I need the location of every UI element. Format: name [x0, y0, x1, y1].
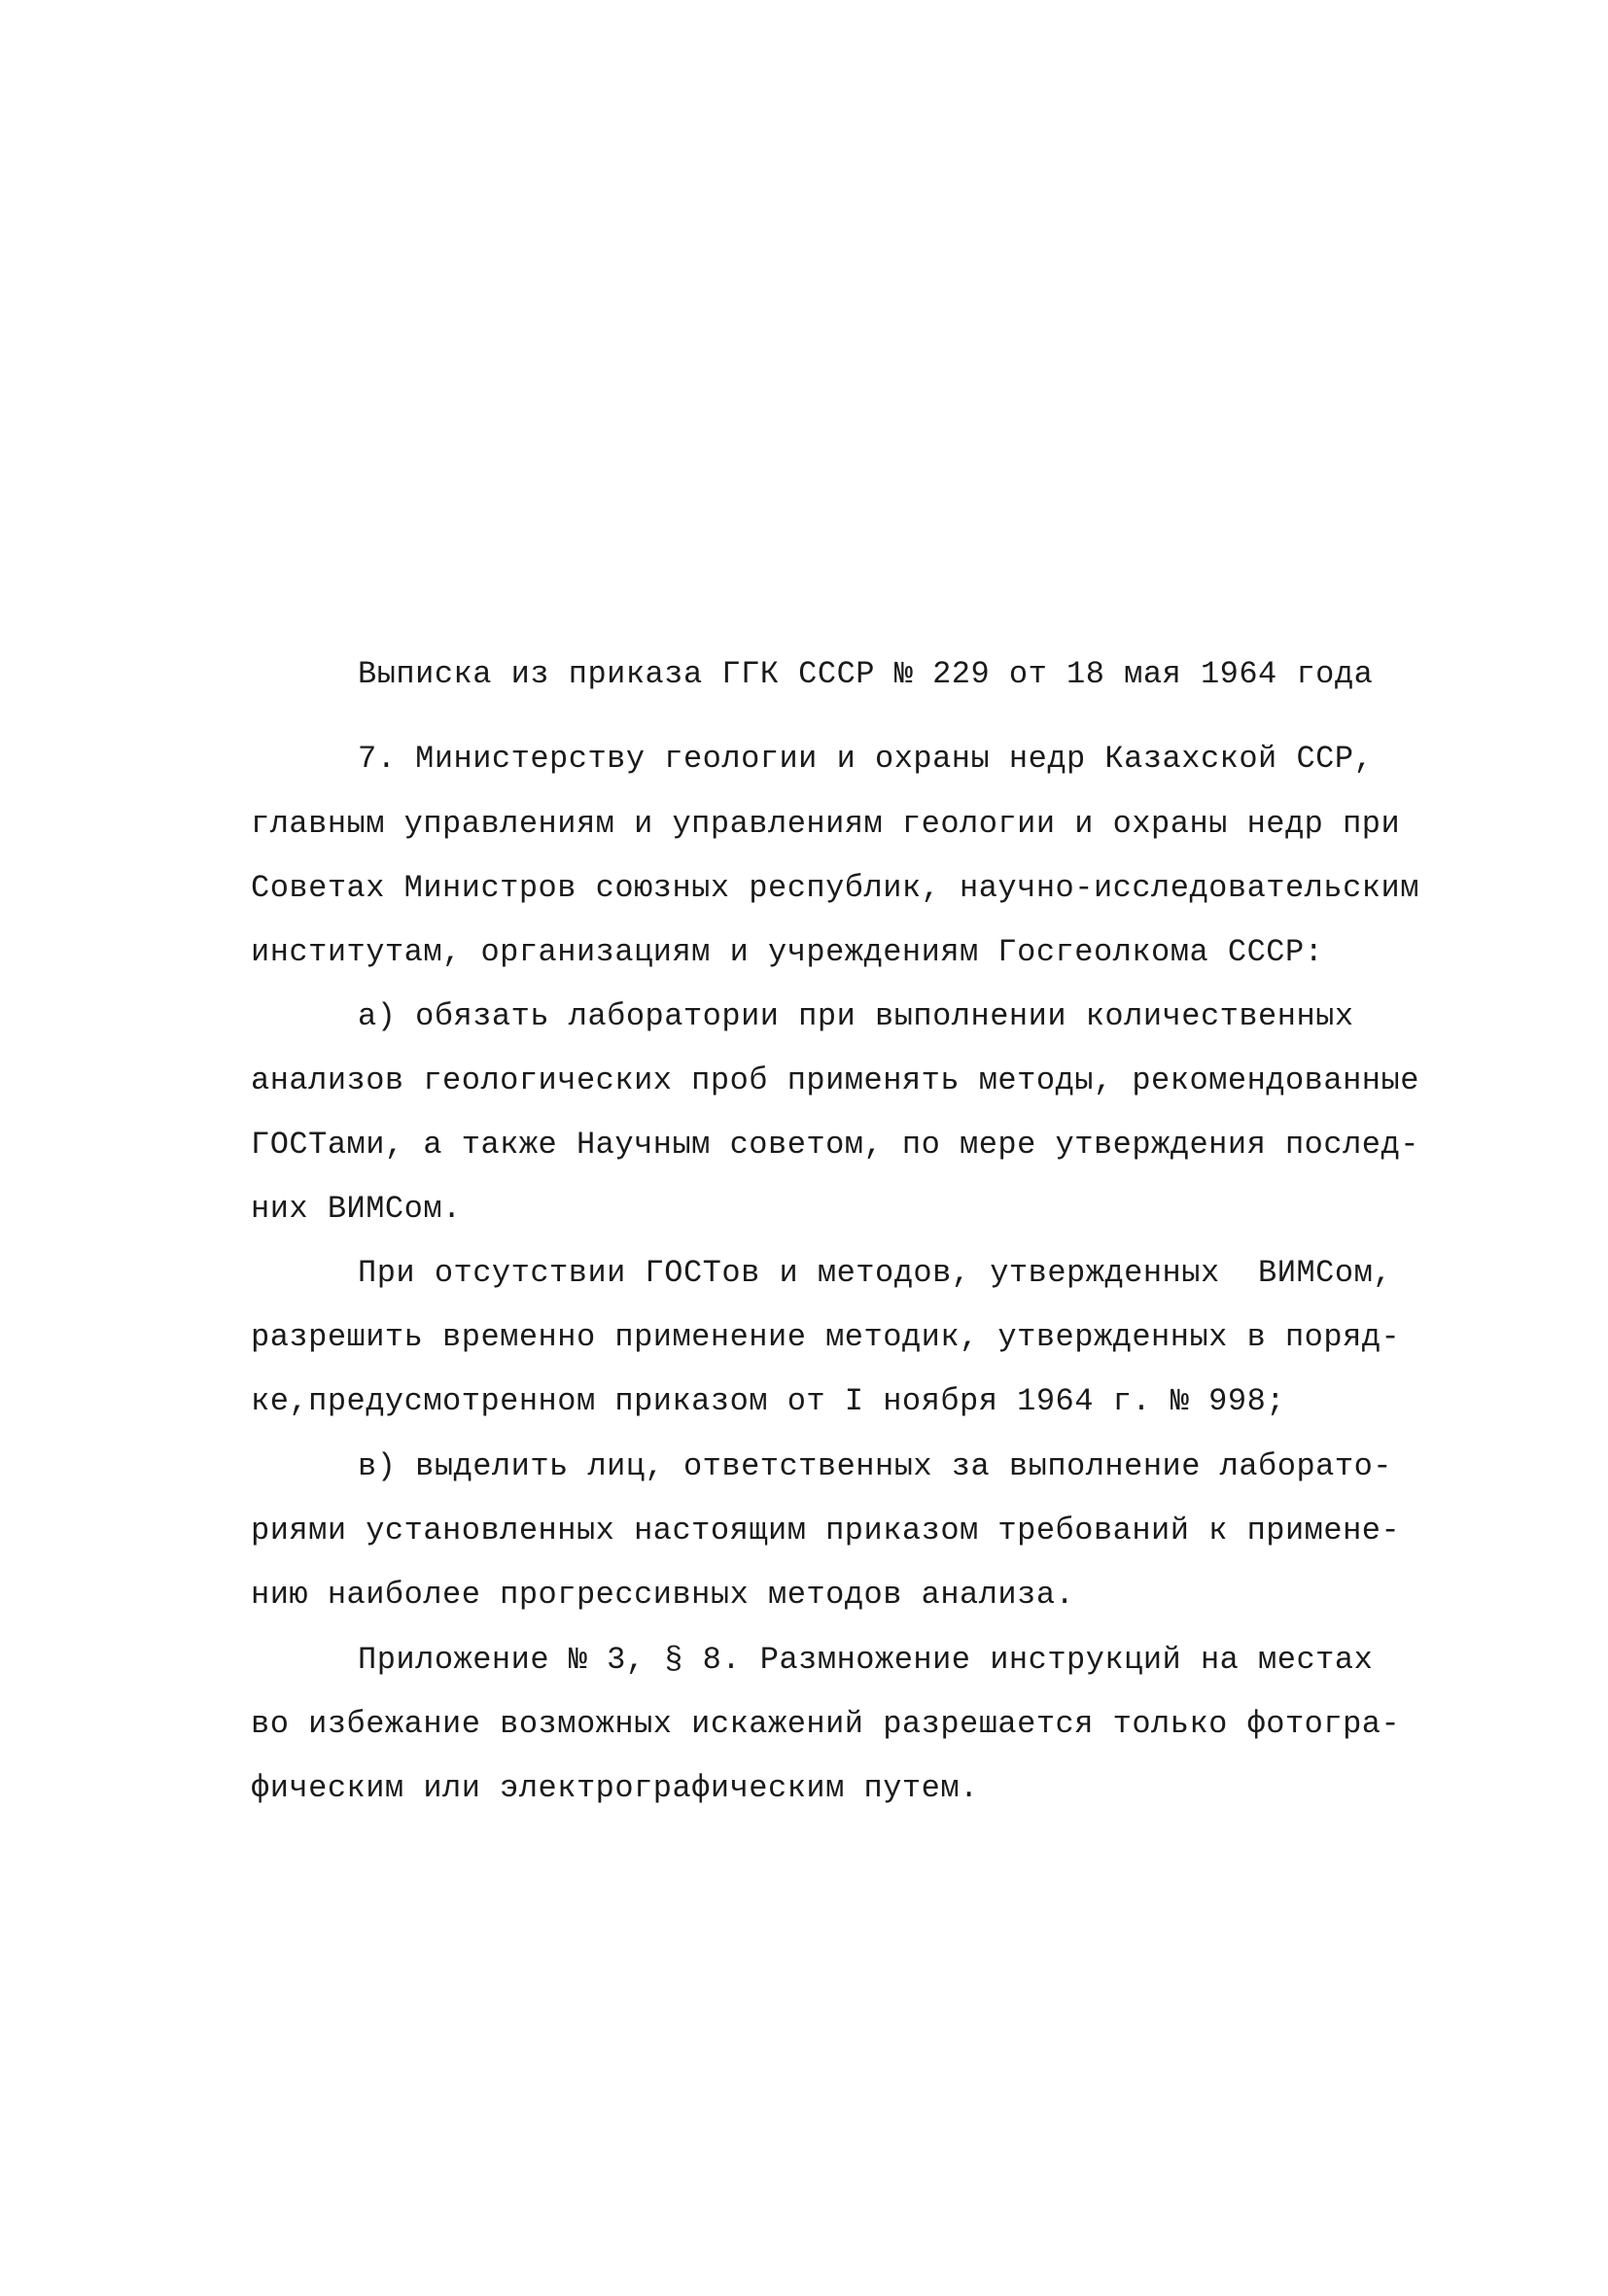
item-a-line-2: анализов геологических проб применять методы, рекомендованные — [251, 1062, 1419, 1098]
absence-para-line-2: разрешить временно применение методик, утвержденных в поряд- — [251, 1319, 1401, 1355]
paragraph-7-line-3: Советах Министров союзных республик, научно-исследовательским — [251, 870, 1419, 906]
paragraph-7-line-2: главным управлениям и управлениям геологии и охраны недр при — [251, 806, 1401, 842]
item-v-line-1: в) выделить лиц, ответственных за выполнение лаборато- — [358, 1448, 1392, 1484]
absence-para-line-1: При отсутствии ГОСТов и методов, утвержденных ВИМСом, — [358, 1255, 1392, 1291]
paragraph-7-line-4: институтам, организациям и учреждениям Госгеолкома СССР: — [251, 934, 1324, 970]
appendix-line-2: во избежание возможных искажений разрешается только фотогра- — [251, 1706, 1401, 1742]
appendix-line-3: фическим или электрографическим путем. — [251, 1770, 979, 1806]
absence-para-line-3: ке,предусмотренном приказом от I ноября 1964 г. № 998; — [251, 1383, 1285, 1419]
item-a-line-3: ГОСТами, а также Научным советом, по мере утверждения послед- — [251, 1127, 1419, 1163]
item-a-line-1: а) обязать лаборатории при выполнении количественных — [358, 998, 1354, 1034]
item-a-line-4: них ВИМСом. — [251, 1191, 462, 1227]
document-heading: Выписка из приказа ГГК СССР № 229 от 18 мая 1964 года — [358, 656, 1374, 692]
item-v-line-2: риями установленных настоящим приказом требований к примене- — [251, 1513, 1401, 1548]
appendix-line-1: Приложение № 3, § 8. Размножение инструкций на местах — [358, 1642, 1374, 1678]
paragraph-7-line-1: 7. Министерству геологии и охраны недр Казахской ССР, — [358, 741, 1374, 777]
item-v-line-3: нию наиболее прогрессивных методов анализа. — [251, 1577, 1075, 1613]
